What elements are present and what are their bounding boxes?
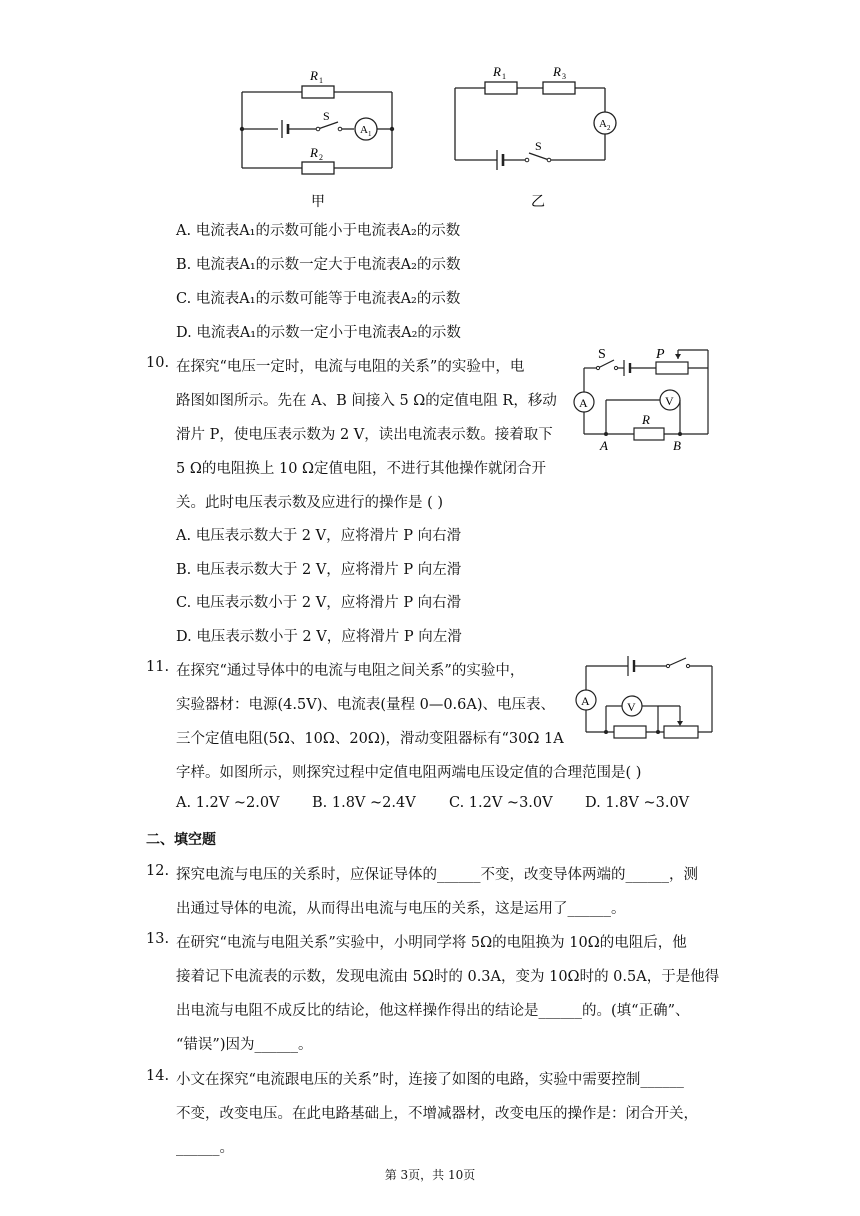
- yi-ammeter-label: A: [599, 118, 607, 130]
- yi-r1-label: R: [493, 64, 501, 79]
- yi-r3-label: R: [553, 64, 561, 79]
- q10-circuit-diagram: [570, 346, 720, 454]
- q10-ammeter-label: A: [579, 396, 588, 410]
- q10-option-a: A. 电压表示数大于 2 V，应将滑片 P 向右滑: [176, 528, 462, 544]
- q10-resistor-label: R: [642, 412, 650, 427]
- circuit-diagram-yi: [445, 62, 625, 212]
- q13-number: 13.: [146, 931, 170, 947]
- q13-line-2: 接着记下电流表的示数，发现电流由 5Ω时的 0.3A，变为 10Ω时的 0.5A，于是他得: [176, 969, 720, 985]
- q9-option-d: D. 电流表A₁的示数一定小于电流表A₂的示数: [176, 325, 461, 341]
- svg-text:1: 1: [502, 72, 506, 81]
- q12-line-2: 出通过导体的电流，从而得出电流与电压的关系，这是运用了______。: [176, 901, 626, 917]
- q10-line-3: 滑片 P，使电压表示数为 2 V，读出电流表示数。接着取下: [176, 427, 553, 443]
- jia-caption: 甲: [311, 195, 325, 210]
- q11-line-1: 在探究“通过导体中的电流与电阻之间关系”的实验中，: [176, 663, 525, 679]
- q9-option-b: B. 电流表A₁的示数一定大于电流表A₂的示数: [176, 257, 461, 273]
- q11-line-2: 实验器材：电源(4.5V)、电流表(量程 0—0.6A)、电压表、: [176, 697, 556, 713]
- q11-ammeter-label: A: [581, 694, 590, 708]
- q11-line-3: 三个定值电阻(5Ω、10Ω、20Ω)，滑动变阻器标有“30Ω 1A: [176, 731, 564, 747]
- q10-option-c: C. 电压表示数小于 2 V，应将滑片 P 向右滑: [176, 595, 462, 611]
- q10-line-1: 在探究“电压一定时，电流与电阻的关系”的实验中，电: [176, 359, 525, 375]
- q10-switch-label: S: [598, 347, 606, 362]
- q14-line-1: 小文在探究“电流跟电压的关系”时，连接了如图的电路，实验中需要控制______: [176, 1072, 684, 1088]
- svg-text:3: 3: [562, 72, 566, 81]
- q10-number: 10.: [146, 355, 170, 371]
- section-title-fill-blank: 二、填空题: [146, 832, 216, 848]
- q13-line-1: 在研究“电流与电阻关系”实验中，小明同学将 5Ω的电阻换为 10Ω的电阻后，他: [176, 935, 687, 951]
- q11-line-4: 字样。如图所示，则探究过程中定值电阻两端电压设定值的合理范围是( ): [176, 765, 642, 781]
- q12-line-1: 探究电流与电压的关系时，应保证导体的______不变，改变导体两端的______，测: [176, 867, 698, 883]
- circuit-diagram-jia: [230, 62, 410, 212]
- q11-voltmeter-label: V: [627, 700, 636, 714]
- q11-option-a: A. 1.2V ~2.0V: [176, 795, 280, 811]
- q10-line-5: 关。此时电压表示数及应进行的操作是 ( ): [176, 495, 444, 511]
- q10-slider-label: P: [656, 347, 665, 362]
- q10-voltmeter-label: V: [665, 394, 674, 408]
- q11-option-c: C. 1.2V ~3.0V: [449, 795, 553, 811]
- q10-option-d: D. 电压表示数小于 2 V，应将滑片 P 向左滑: [176, 629, 462, 645]
- q14-line-3: ______。: [176, 1140, 234, 1156]
- q12-number: 12.: [146, 863, 170, 879]
- q10-line-4: 5 Ω的电阻换上 10 Ω定值电阻，不进行其他操作就闭合开: [176, 461, 547, 477]
- svg-text:1: 1: [319, 76, 323, 85]
- q10-line-2: 路图如图所示。先在 A、B 间接入 5 Ω的定值电阻 R，移动: [176, 393, 557, 409]
- svg-text:2: 2: [319, 153, 323, 162]
- q10-point-a: A: [600, 438, 608, 453]
- q11-option-d: D. 1.8V ~3.0V: [585, 795, 690, 811]
- q11-option-b: B. 1.8V ~2.4V: [312, 795, 416, 811]
- q13-line-4: “错误”)因为______。: [176, 1037, 313, 1053]
- svg-text:2: 2: [607, 124, 611, 132]
- q9-option-c: C. 电流表A₁的示数可能等于电流表A₂的示数: [176, 291, 461, 307]
- q10-option-b: B. 电压表示数大于 2 V，应将滑片 P 向左滑: [176, 562, 462, 578]
- yi-caption: 乙: [531, 195, 545, 210]
- yi-switch-label: S: [535, 139, 542, 153]
- q10-point-b: B: [673, 438, 681, 453]
- page-footer: 第 3页，共 10页: [384, 1168, 476, 1182]
- q14-number: 14.: [146, 1068, 170, 1084]
- q11-circuit-diagram: [572, 654, 722, 744]
- q11-number: 11.: [146, 659, 170, 675]
- jia-r1-label: R: [310, 68, 318, 83]
- jia-r2-label: R: [310, 145, 318, 160]
- jia-ammeter-label: A: [360, 124, 368, 136]
- q9-option-a: A. 电流表A₁的示数可能小于电流表A₂的示数: [176, 223, 461, 239]
- q13-line-3: 出电流与电阻不成反比的结论，他这样操作得出的结论是______的。(填“正确”、: [176, 1003, 690, 1019]
- jia-switch-label: S: [323, 109, 330, 123]
- svg-text:1: 1: [368, 130, 372, 138]
- q14-line-2: 不变，改变电压。在此电路基础上，不增减器材，改变电压的操作是：闭合开关，: [176, 1106, 698, 1122]
